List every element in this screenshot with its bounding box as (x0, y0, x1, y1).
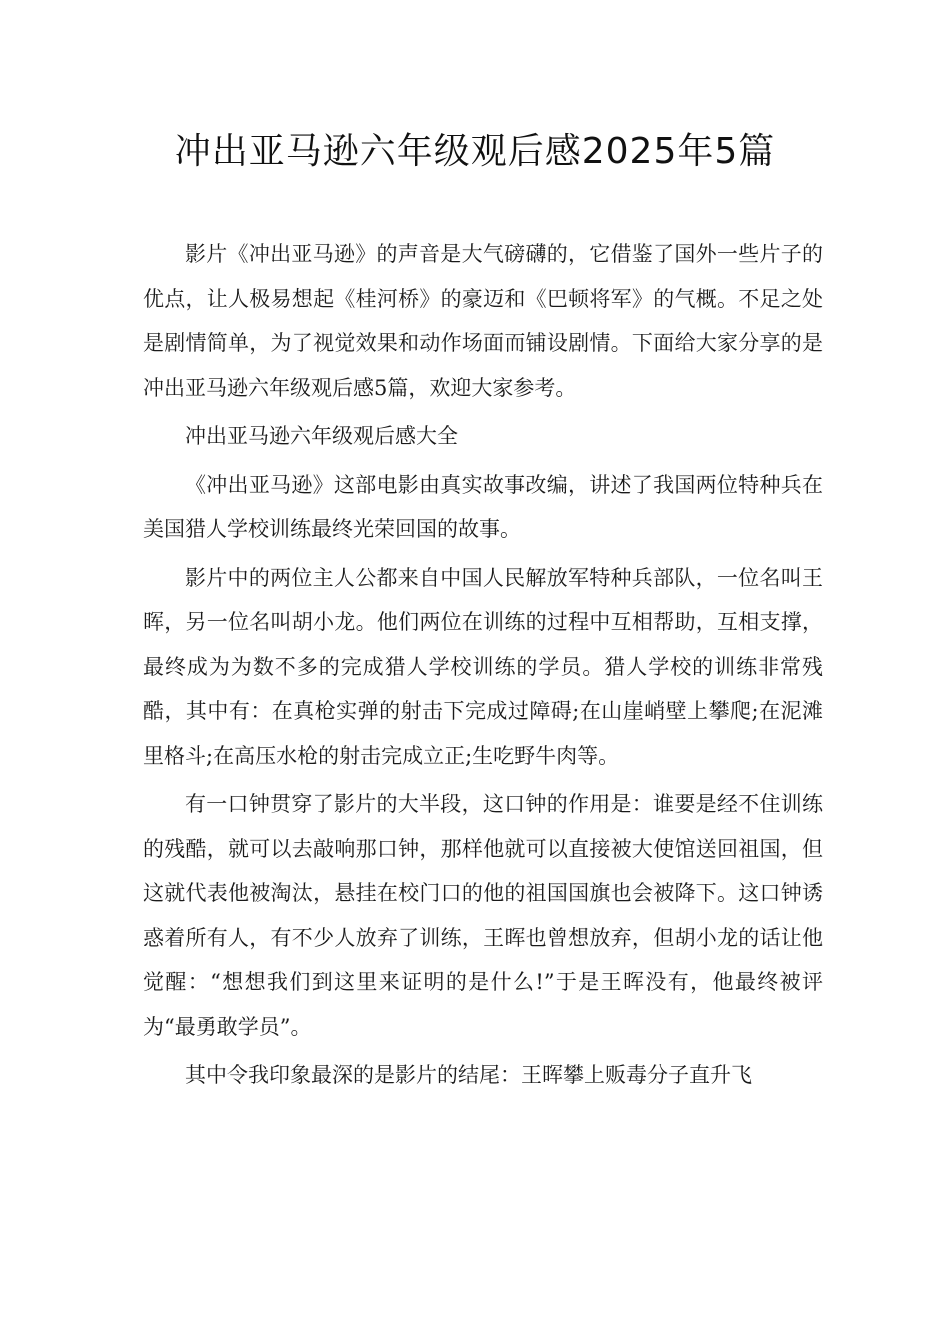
paragraph-ending: 其中令我印象最深的是影片的结尾：王晖攀上贩毒分子直升飞 (185, 1063, 752, 1087)
paragraph-bell: 有一口钟贯穿了影片的大半段，这口钟的作用是：谁要是经不住训练的残酷，就可以去敲响那口钟，那样他就可以直接被大使馆送回祖国，但这就代表他被淘汰，悬挂在校门口的他的祖国国旗也会被降下。这口钟诱惑着所有人，有不少人放弃了训练，王晖也曾想放弃，但胡小龙的话让他觉醒：“想想我们到这里来证明的是什么!”于是王晖没有，他最终被评为“最勇敢学员”。 (143, 792, 823, 1039)
paragraph-subheading: 冲出亚马逊六年级观后感大全 (185, 424, 458, 448)
paragraph-protagonists: 影片中的两位主人公都来自中国人民解放军特种兵部队，一位名叫王晖，另一位名叫胡小龙。他们两位在训练的过程中互相帮助，互相支撑，最终成为为数不多的完成猎人学校训练的学员。猎人学校的训练非常残酷，其中有：在真枪实弹的射击下完成过障碍;在山崖峭壁上攀爬;在泥滩里格斗;在高压水枪的射击完成立正;生吃野牛肉等。 (143, 565, 823, 768)
document-body (143, 232, 823, 1102)
document-title: 冲出亚马逊六年级观后感2025年5篇 (174, 131, 776, 172)
paragraph-story-summary: 《冲出亚马逊》这部电影由真实故事改编，讲述了我国两位特种兵在美国猎人学校训练最终光荣回国的故事。 (143, 472, 823, 541)
paragraph-intro: 影片《冲出亚马逊》的声音是大气磅礴的，它借鉴了国外一些片子的优点，让人极易想起《桂河桥》的豪迈和《巴顿将军》的气概。不足之处是剧情简单，为了视觉效果和动作场面而铺设剧情。下面给大家分享的是冲出亚马逊六年级观后感5篇，欢迎大家参考。 (143, 242, 823, 400)
